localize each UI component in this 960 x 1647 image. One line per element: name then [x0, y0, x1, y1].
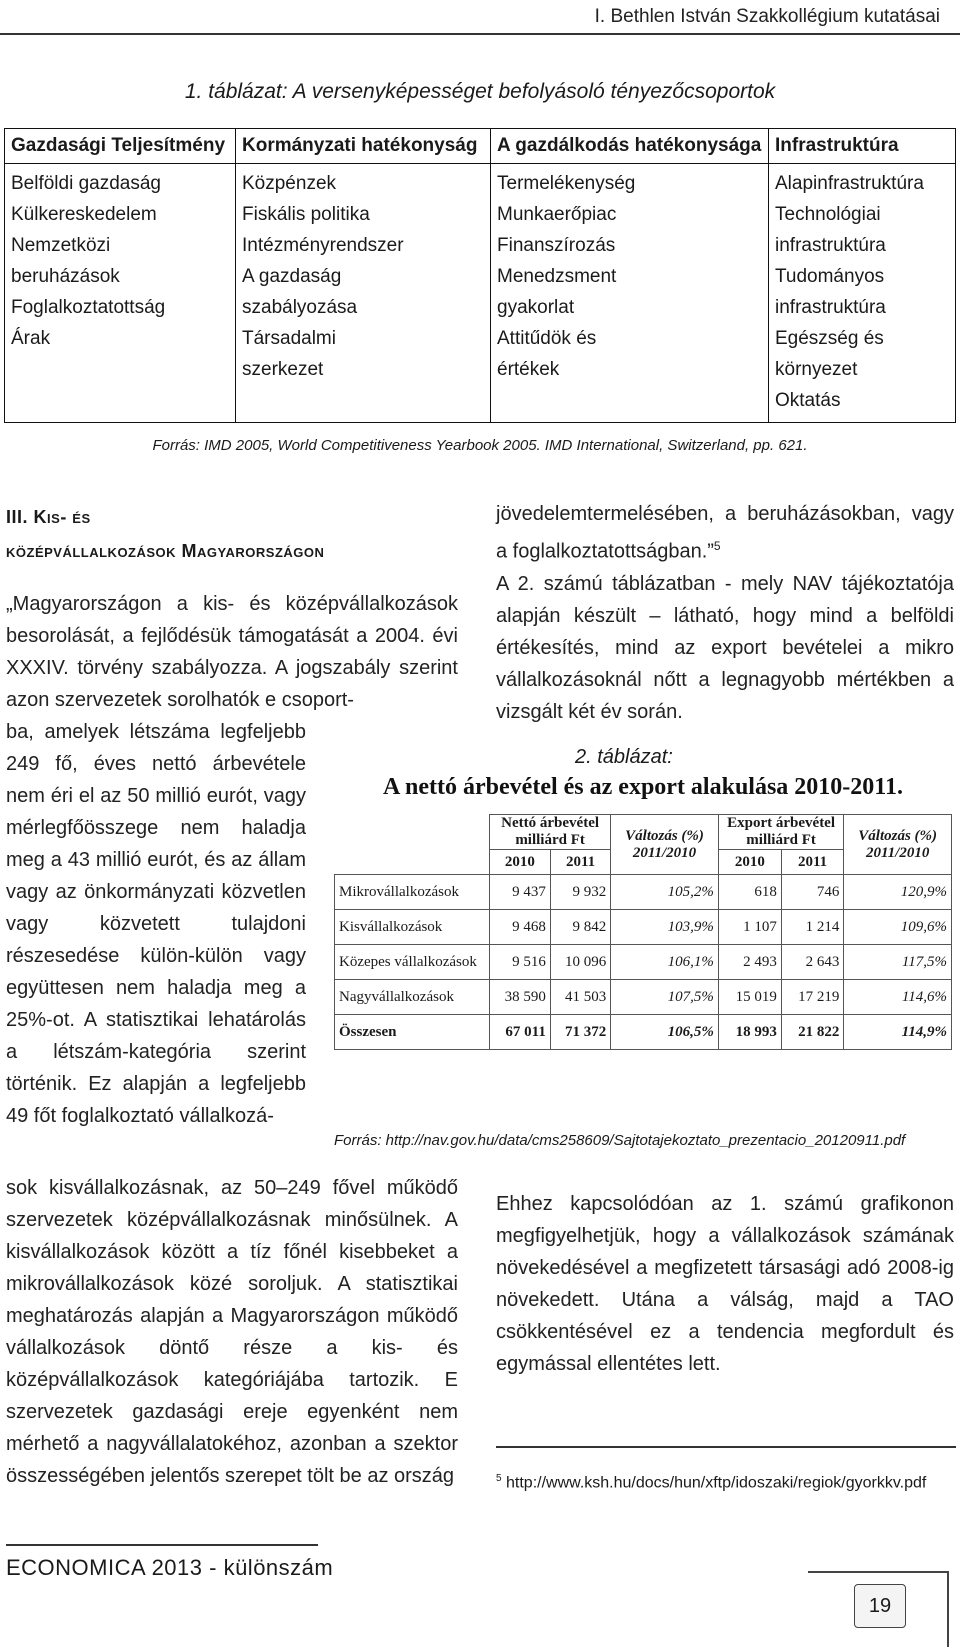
- right-paragraph-1: jövedelemtermelésében, a beruházásokban, vagy a foglalkoztatottságban.”: [496, 503, 954, 563]
- table1-item: Nemzetközi: [11, 235, 111, 256]
- cell-net-2011: 71 372: [550, 1015, 610, 1050]
- table-row-total: [335, 1015, 952, 1050]
- table1-cell-government-efficiency: [236, 164, 491, 423]
- footnote-ref[interactable]: 5: [713, 539, 721, 553]
- table1-cell-infrastructure: [769, 164, 956, 423]
- table1-item: Technológiai: [775, 204, 881, 225]
- table1-item: Menedzsment: [497, 266, 617, 287]
- cell-export-change: 114,6%: [844, 980, 952, 1015]
- table1-item: Attitűdök és: [497, 328, 597, 349]
- page-number: 19: [854, 1584, 906, 1628]
- table2-group-header: Export árbevétel milliárd Ft: [718, 815, 844, 850]
- cell-export-change: 114,9%: [844, 1015, 952, 1050]
- table1-item: szerkezet: [242, 359, 324, 380]
- table1-item: Alapinfrastruktúra: [775, 173, 924, 194]
- table1-cell-economic-performance: [5, 164, 236, 423]
- running-title: I. Bethlen István Szakkollégium kutatásai: [594, 6, 940, 27]
- table2-group-header: Nettó árbevétel milliárd Ft: [490, 815, 611, 850]
- right-paragraph-3: Ehhez kapcsolódóan az 1. számú grafikonon megfigyelhetjük, hogy a vállalkozások számának növekedésével a megfizetett társasági adó 2008-ig növekedett. Utána a válság, majd a TAO csökkentésével ez a tendencia megfordult és egymással ellentétes lett.: [496, 1193, 954, 1375]
- table2: [334, 814, 952, 1050]
- table1-item: Foglalkoztatottság: [11, 297, 166, 318]
- table-row: [335, 980, 952, 1015]
- table1-item: szabályozása: [242, 297, 358, 318]
- table1-item: Közpénzek: [242, 173, 337, 194]
- cell-export-2011: 21 822: [781, 1015, 844, 1050]
- header-rule: [0, 33, 960, 35]
- section-title-line2: középvállalkozások Magyarországon: [6, 541, 325, 561]
- table1-item: Egészség és: [775, 328, 884, 349]
- table1-item: Termelékenység: [497, 173, 636, 194]
- journal-name: ECONOMICA 2013 - különszám: [6, 1555, 334, 1580]
- table1-header-cell: A gazdálkodás hatékonysága: [491, 129, 769, 164]
- cell-export-2010: 15 019: [718, 980, 781, 1015]
- left-paragraph-part1: „Magyarországon a kis- és középvállalkozások besorolását, a fejlődésük támogatását a 2004. évi XXXIV. törvény szabályozza. A jogszabály szerint azon szervezetek sorolhatók e csoport-: [6, 593, 458, 711]
- cell-export-2011: 2 643: [781, 945, 844, 980]
- cell-net-2010: 38 590: [490, 980, 551, 1015]
- footnote: [496, 1465, 956, 1496]
- cell-net-change: 106,5%: [611, 1015, 719, 1050]
- cell-net-2011: 41 503: [550, 980, 610, 1015]
- cell-net-change: 106,1%: [611, 945, 719, 980]
- right-paragraphs-top: [496, 498, 954, 728]
- table1-title: 1. táblázat: A versenyképességet befolyásoló tényezőcsoportok: [184, 80, 776, 103]
- cell-net-2010: 9 437: [490, 875, 551, 910]
- table-row: [335, 945, 952, 980]
- table2-title: A nettó árbevétel és az export alakulása 2010-2011.: [383, 774, 903, 800]
- cell-export-2010: 18 993: [718, 1015, 781, 1050]
- table1-item: infrastruktúra: [775, 235, 886, 256]
- footnote-rule: [496, 1446, 956, 1448]
- table1-item: beruházások: [11, 266, 120, 287]
- table1-item: Intézményrendszer: [242, 235, 404, 256]
- table1-header-cell: Gazdasági Teljesítmény: [5, 129, 236, 164]
- cell-net-2010: 9 516: [490, 945, 551, 980]
- table2-figure: [334, 774, 952, 1114]
- row-label: Mikrovállalkozások: [335, 875, 490, 910]
- table1-item: Tudományos: [775, 266, 885, 287]
- cell-export-2010: 1 107: [718, 910, 781, 945]
- cell-export-change: 109,6%: [844, 910, 952, 945]
- table-row: [335, 875, 952, 910]
- cell-export-2010: 2 493: [718, 945, 781, 980]
- table2-group-header: Változás (%) 2011/2010: [611, 815, 719, 875]
- table-row: [335, 910, 952, 945]
- table2-year-header: 2011: [550, 850, 610, 875]
- section-heading: [6, 500, 324, 568]
- table1-source: Forrás: IMD 2005, World Competitiveness Yearbook 2005. IMD International, Switzerland, pp. 621.: [152, 437, 808, 454]
- table1-item: Társadalmi: [242, 328, 336, 349]
- table1: [4, 128, 956, 423]
- table2-year-header: 2011: [781, 850, 844, 875]
- table2-source[interactable]: Forrás: http://nav.gov.hu/data/cms258609/Sajtotajekoztato_prezentacio_20120911.pdf: [334, 1132, 906, 1149]
- table1-item: Külkereskedelem: [11, 204, 157, 225]
- cell-export-2011: 17 219: [781, 980, 844, 1015]
- table1-item: értékek: [497, 359, 560, 380]
- table1-item: Finanszírozás: [497, 235, 616, 256]
- table1-item: gyakorlat: [497, 297, 575, 318]
- table1-item: infrastruktúra: [775, 297, 886, 318]
- cell-export-2010: 618: [718, 875, 781, 910]
- cell-net-2011: 10 096: [550, 945, 610, 980]
- cell-export-change: 120,9%: [844, 875, 952, 910]
- table2-group-header: Változás (%) 2011/2010: [844, 815, 952, 875]
- cell-net-2011: 9 932: [550, 875, 610, 910]
- left-paragraph-part2: ba, amelyek létszáma legfeljebb 249 fő, éves nettó árbevétele nem éri el az 50 millió eurót, vagy mérlegfőösszege nem haladja meg a 43 millió eurót, és az állam vagy az önkormányzati közvetlen vagy közvetett tulajdoni részesedése külön-külön vagy együttesen nem haladja meg a 25%-ot. A statisztikai lehatárolás a létszám-kategória szerint történik. Ez alapján a legfeljebb 49 főt foglalkoztató vállalkozá-: [6, 721, 306, 1127]
- row-label: Kisvállalkozások: [335, 910, 490, 945]
- row-label: Nagyvállalkozások: [335, 980, 490, 1015]
- table1-header-cell: Kormányzati hatékonyság: [236, 129, 491, 164]
- row-label: Közepes vállalkozások: [335, 945, 490, 980]
- right-paragraph-2: A 2. számú táblázatban - mely NAV tájékoztatója alapján készült – látható, hogy mind a belföldi értékesítés, mind az export bevételei a mikro vállalkozásoknál nőtt a legnagyobb mértékben a vizsgált két év során.: [496, 572, 954, 723]
- cell-net-change: 103,9%: [611, 910, 719, 945]
- table1-header-cell: Infrastruktúra: [769, 129, 956, 164]
- table1-item: A gazdaság: [242, 266, 342, 287]
- cell-export-2011: 1 214: [781, 910, 844, 945]
- section-number: III.: [6, 507, 29, 527]
- table1-item: Belföldi gazdaság: [11, 173, 161, 194]
- table1-item: környezet: [775, 359, 858, 380]
- footnote-link[interactable]: http://www.ksh.hu/docs/hun/xftp/idoszaki/regiok/gyorkkv.pdf: [506, 1474, 927, 1492]
- cell-export-2011: 746: [781, 875, 844, 910]
- table2-corner: [335, 815, 490, 875]
- table2-year-header: 2010: [718, 850, 781, 875]
- footer-rule: [6, 1544, 318, 1546]
- row-label: Összesen: [335, 1015, 490, 1050]
- cell-net-2010: 9 468: [490, 910, 551, 945]
- table1-item: Árak: [11, 328, 51, 349]
- table1-cell-business-efficiency: [491, 164, 769, 423]
- cell-net-change: 107,5%: [611, 980, 719, 1015]
- cell-net-2011: 9 842: [550, 910, 610, 945]
- footnote-number: 5: [496, 1473, 502, 1484]
- table1-item: Munkaerőpiac: [497, 204, 617, 225]
- cell-export-change: 117,5%: [844, 945, 952, 980]
- table1-item: Oktatás: [775, 390, 841, 411]
- running-header: [0, 0, 960, 38]
- table1-item: Fiskális politika: [242, 204, 370, 225]
- section-title-line1: Kis- és: [33, 507, 91, 527]
- cell-net-2010: 67 011: [490, 1015, 551, 1050]
- cell-net-change: 105,2%: [611, 875, 719, 910]
- table2-caption: 2. táblázat:: [575, 746, 673, 768]
- table2-year-header: 2010: [490, 850, 551, 875]
- left-paragraph-part3: sok kisvállalkozásnak, az 50–249 fővel működő szervezetek középvállalkozásnak minősülnek. A kisvállalkozások között a tíz főnél kisebbeket a mikrovállalkozások közé soroljuk. A statisztikai meghatározás alapján a Magyarországon működő vállalkozások döntő része a kis- és középvállalkozások kategóriájába tartozik. E szervezetek gazdasági ereje egyenként nem mérhető a nagyvállalatokéhoz, azonban a szektor összességében jelentős szerepet tölt be az ország: [6, 1177, 458, 1487]
